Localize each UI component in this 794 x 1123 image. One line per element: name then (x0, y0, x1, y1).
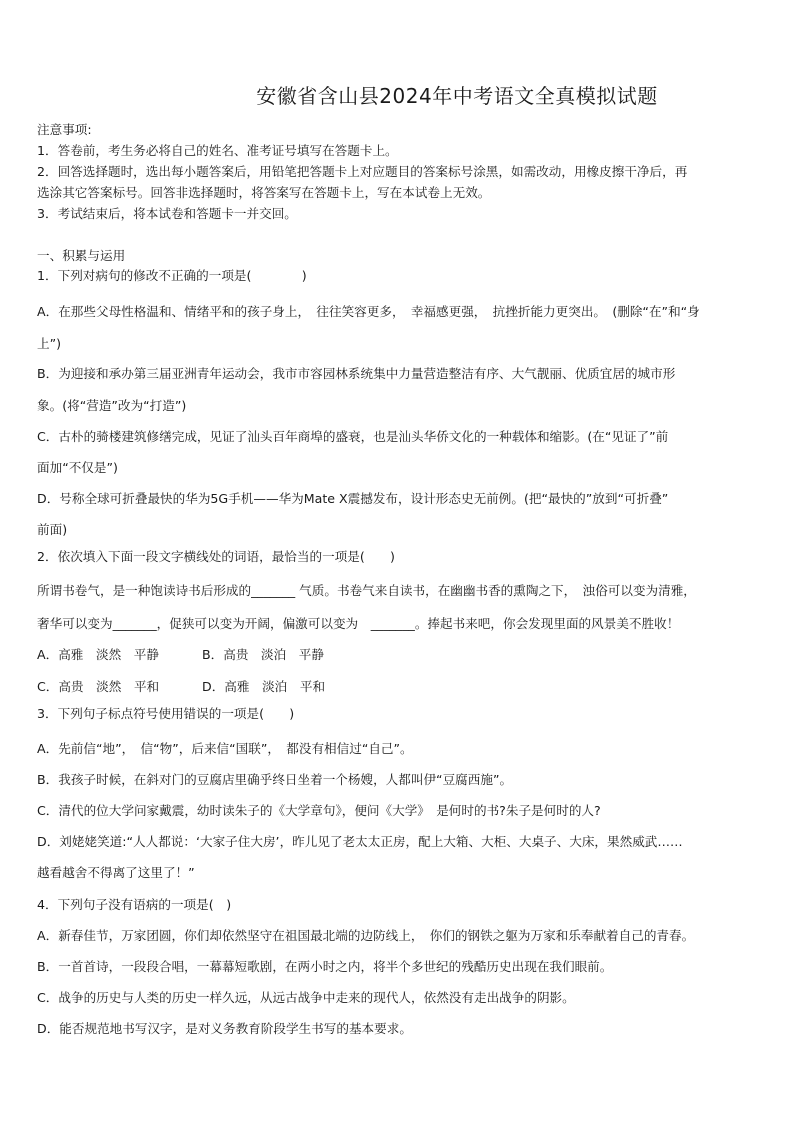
q3-stem: 3．下列句子标点符号使用错误的一项是( ) (37, 706, 295, 721)
page-title: 安徽省含山县2024年中考语文全真模拟试题 (256, 84, 658, 108)
q2-stem: 2．依次填入下面一段文字横线处的词语，最恰当的一项是( ) (37, 549, 395, 564)
q2-option-b: B．高贵 淡泊 平静 (202, 647, 324, 662)
q1-option-a-cont: 上”) (37, 336, 62, 351)
notice-item-2: 2．回答选择题时，选出每小题答案后，用铅笔把答题卡上对应题目的答案标号涂黑，如需改动，用橡皮擦干净后，再 (37, 164, 688, 179)
q3-option-b: B．我孩子时候，在斜对门的豆腐店里确乎终日坐着一个杨嫂，人都叫伊“豆腐西施”。 (37, 772, 513, 787)
notice-heading: 注意事项: (37, 122, 92, 137)
q4-option-b: B．一首首诗，一段段合唱，一幕幕短歌剧，在两小时之内，将半个多世纪的残酷历史出现在我们眼前。 (37, 959, 613, 974)
q1-option-d: D．号称全球可折叠最快的华为5G手机——华为Mate X震撼发布，设计形态史无前例。(把“最快的”放到“可折叠” (37, 491, 669, 506)
q1-option-b: B．为迎接和承办第三届亚洲青年运动会，我市市容园林系统集中力量营造整洁有序、大气靓丽、优质宜居的城市形 (37, 366, 676, 381)
q3-option-a: A．先前信“地”， 信“物”，后来信“国联”， 都没有相信过“自己”。 (37, 741, 413, 756)
q1-option-c: C．古朴的骑楼建筑修缮完成，见证了汕头百年商埠的盛衰，也是汕头华侨文化的一种载体和缩影。(在“见证了”前 (37, 429, 669, 444)
q1-stem: 1．下列对病句的修改不正确的一项是( ) (37, 268, 307, 283)
q1-option-c-cont: 面加“不仅是”) (37, 460, 118, 475)
q2-option-a: A．高雅 淡然 平静 (37, 647, 159, 662)
q3-option-d-cont: 越看越舍不得离了这里了！” (37, 865, 195, 880)
q4-option-a: A．新春佳节，万家团圆，你们却依然坚守在祖国最北端的边防线上， 你们的钢铁之躯为万家和乐奉献着自己的青春。 (37, 928, 695, 943)
q1-option-d-cont: 前面) (37, 522, 68, 537)
q2-option-d: D．高雅 淡泊 平和 (202, 679, 326, 694)
q4-option-d: D．能否规范地书写汉字，是对义务教育阶段学生书写的基本要求。 (37, 1021, 412, 1036)
notice-item-3: 3．考试结束后，将本试卷和答题卡一并交回。 (37, 206, 297, 221)
q4-stem: 4．下列句子没有语病的一项是( ) (37, 897, 232, 912)
q4-option-c: C．战争的历史与人类的历史一样久远，从远古战争中走来的现代人，依然没有走出战争的阴影。 (37, 990, 575, 1005)
q2-options-row-2 (37, 679, 761, 695)
notice-item-1: 1．答卷前，考生务必将自己的姓名、准考证号填写在答题卡上。 (37, 143, 398, 158)
q1-option-a: A．在那些父母性格温和、情绪平和的孩子身上， 往往笑容更多， 幸福感更强， 抗挫折能力更突出。 (删除“在”和“身 (37, 304, 700, 319)
q3-option-d: D．刘姥姥笑道:“人人都说：‘大家子住大房’，昨儿见了老太太正房，配上大箱、大柜、大桌子、大床，果然威武…… (37, 834, 683, 849)
q2-passage-1: 所谓书卷气，是一种饱读诗书后形成的_______ 气质。书卷气来自读书，在幽幽书香的熏陶之下， 浊俗可以变为清雅， (37, 583, 696, 598)
q1-option-b-cont: 象。(将“营造”改为“打造”) (37, 398, 187, 413)
q2-options-row-1 (37, 647, 761, 663)
q2-passage-2: 奢华可以变为_______，促狭可以变为开阔，偏激可以变为 _______。捧起书来吧，你会发现里面的风景美不胜收！ (37, 616, 680, 631)
q2-option-c: C．高贵 淡然 平和 (37, 679, 160, 694)
section-heading: 一、积累与运用 (37, 248, 126, 263)
notice-item-2-cont: 选涂其它答案标号。回答非选择题时，将答案写在答题卡上，写在本试卷上无效。 (37, 185, 491, 200)
q3-option-c: C．清代的位大学问家戴震，幼时读朱子的《大学章句》，便问《大学》 是何时的书?朱子是何时的人? (37, 803, 601, 818)
